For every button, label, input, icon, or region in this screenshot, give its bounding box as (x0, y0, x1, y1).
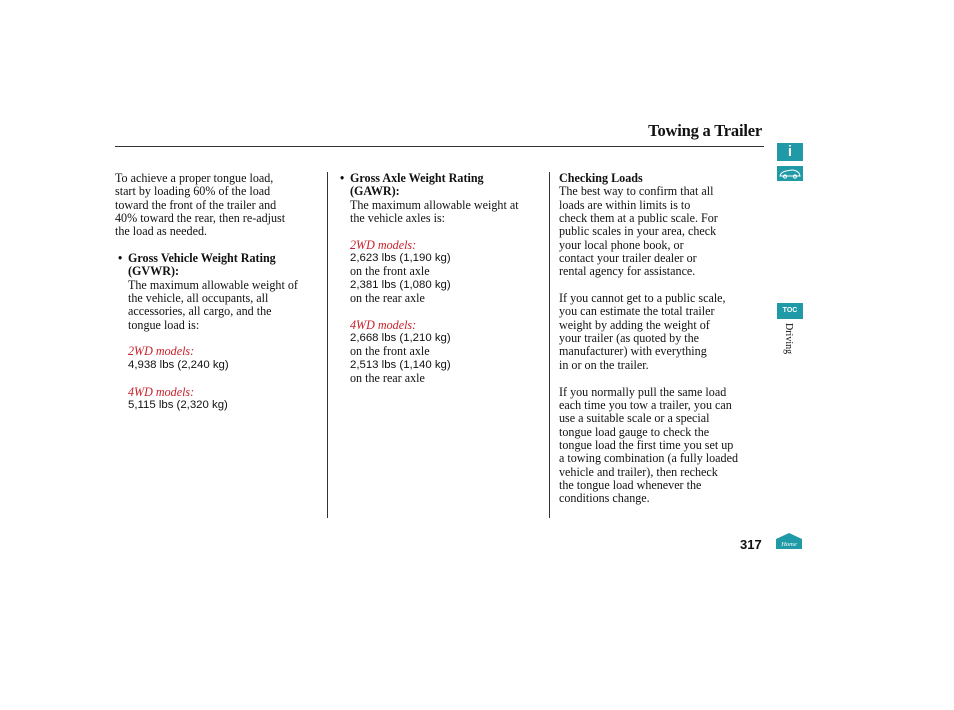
rear-axle-label: on the rear axle (350, 371, 425, 386)
model-label-4wd: 4WD models: (350, 317, 417, 332)
home-label: Home (781, 541, 797, 548)
text-line: your trailer (as quoted by the (559, 331, 700, 346)
gvwr-section (115, 252, 320, 412)
column-divider (549, 172, 550, 518)
text-line: If you normally pull the same load (559, 384, 727, 399)
gvwr-heading (118, 251, 320, 279)
text-line: 40% toward the rear, then re-adjust (115, 211, 286, 226)
paragraph (559, 292, 764, 372)
car-icon (777, 166, 803, 181)
text-line: the tongue load whenever the (559, 477, 702, 492)
paragraph (559, 386, 764, 506)
text-line: use a suitable scale or a special (559, 411, 710, 426)
text-line: To achieve a proper tongue load, (115, 171, 274, 185)
text-line: loads are within limits is to (559, 197, 691, 212)
section-label: Driving (783, 323, 794, 355)
text-line: start by loading 60% of the load (115, 184, 271, 199)
text-line: (GVWR): (128, 264, 180, 279)
intro-paragraph (115, 172, 320, 239)
text-line: tongue load the first time you set up (559, 437, 734, 452)
text-line: accessories, all cargo, and the (128, 304, 272, 319)
gawr-body (350, 199, 545, 226)
text-line: you can estimate the total trailer (559, 304, 715, 319)
gvwr-body (128, 279, 320, 332)
rear-axle-label: on the rear axle (350, 291, 425, 306)
gvwr-2wd-value: 4,938 lbs (2,240 kg) (128, 358, 229, 371)
text-line: the vehicle, all occupants, all (128, 291, 269, 306)
front-axle-label: on the front axle (350, 344, 430, 359)
gvwr-4wd-value: 5,115 lbs (2,320 kg) (128, 398, 228, 411)
text-line: If you cannot get to a public scale, (559, 291, 726, 306)
toc-button[interactable] (777, 303, 803, 319)
bullet-icon: • (340, 171, 345, 185)
text-line: each time you tow a trailer, you can (559, 397, 732, 412)
home-icon (775, 532, 803, 550)
text-line: a towing combination (a fully loaded (559, 451, 739, 466)
gawr-2wd-rear-value: 2,381 lbs (1,080 kg) (350, 278, 451, 291)
gawr-2wd-front-value: 2,623 lbs (1,190 kg) (350, 252, 451, 265)
text-line: the load as needed. (115, 224, 208, 239)
text-line: weight by adding the weight of (559, 317, 710, 332)
column-2 (340, 171, 545, 386)
text-line: The best way to confirm that all (559, 184, 714, 199)
text-line: toward the front of the trailer and (115, 197, 277, 212)
toc-label: TOC (782, 307, 798, 314)
text-line: your local phone book, or (559, 237, 684, 252)
text-line: rental agency for assistance. (559, 264, 696, 279)
paragraph (559, 185, 764, 278)
gawr-4wd-rear-value: 2,513 lbs (1,140 kg) (350, 358, 451, 371)
info-icon: i (787, 143, 793, 160)
bullet-icon: • (118, 251, 123, 266)
column-divider (327, 172, 328, 518)
front-axle-label: on the front axle (350, 264, 430, 279)
page-title: Towing a Trailer (648, 121, 762, 140)
vehicle-index-button[interactable] (777, 166, 803, 181)
text-line: The maximum allowable weight of (128, 277, 298, 292)
text-line: conditions change. (559, 491, 650, 506)
model-label-2wd: 2WD models: (128, 344, 195, 359)
column-1 (115, 172, 320, 412)
text-line: The maximum allowable weight at (350, 197, 519, 212)
text-line: the vehicle axles is: (350, 211, 446, 226)
info-button[interactable] (777, 143, 803, 161)
text-line: vehicle and trailer), then recheck (559, 464, 718, 479)
text-line: (GAWR): (350, 184, 400, 199)
text-line: manufacturer) with everything (559, 344, 707, 359)
text-line: Gross Axle Weight Rating (350, 171, 484, 185)
text-line: public scales in your area, check (559, 224, 717, 239)
text-line: tongue load gauge to check the (559, 424, 710, 439)
checking-loads-heading: Checking Loads (559, 171, 643, 185)
model-label-4wd: 4WD models: (128, 384, 195, 399)
text-line: in or on the trailer. (559, 357, 649, 372)
text-line: tongue load is: (128, 317, 200, 332)
home-button[interactable] (775, 532, 803, 550)
text-line: check them at a public scale. For (559, 211, 718, 226)
page-number: 317 (740, 537, 762, 552)
header-rule (115, 146, 764, 147)
gawr-4wd-front-value: 2,668 lbs (1,210 kg) (350, 332, 451, 345)
text-line: contact your trailer dealer or (559, 251, 697, 266)
text-line: Gross Vehicle Weight Rating (128, 251, 276, 266)
gawr-heading (340, 171, 545, 199)
column-3 (559, 172, 764, 519)
model-label-2wd: 2WD models: (350, 237, 417, 252)
